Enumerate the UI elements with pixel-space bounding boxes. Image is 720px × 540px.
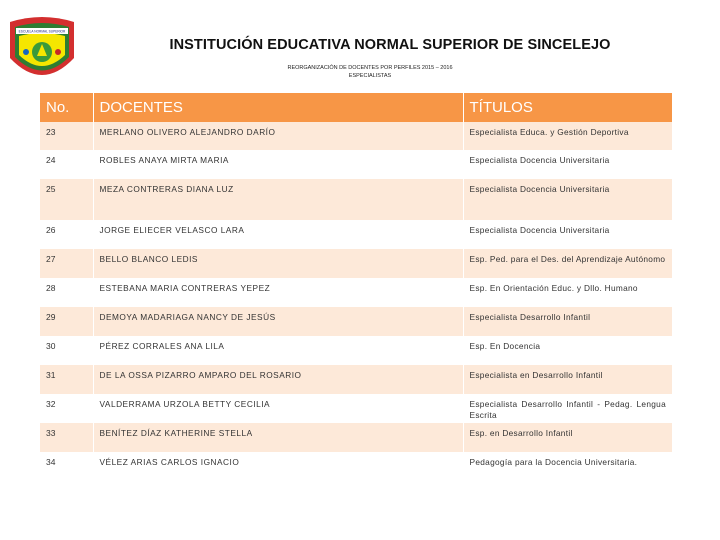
crest-star-left bbox=[23, 49, 29, 55]
column-header-teachers: DOCENTES bbox=[93, 93, 463, 122]
crest-banner-text: ESCUELA NORMAL SUPERIOR bbox=[18, 29, 66, 34]
row-title: Especialista Desarrollo Infantil bbox=[463, 307, 672, 336]
table-row bbox=[40, 423, 672, 452]
row-teacher-name: PÉREZ CORRALES ANA LILA bbox=[93, 336, 463, 365]
row-number: 28 bbox=[40, 278, 93, 307]
row-number: 29 bbox=[40, 307, 93, 336]
table-row bbox=[40, 452, 672, 481]
row-number: 32 bbox=[40, 394, 93, 423]
row-title: Especialista Docencia Universitaria bbox=[463, 179, 672, 220]
table-row bbox=[40, 122, 672, 150]
row-number: 26 bbox=[40, 220, 93, 249]
table-row bbox=[40, 365, 672, 394]
table-row bbox=[40, 150, 672, 179]
row-teacher-name: MERLANO OLIVERO ALEJANDRO DARÍO bbox=[93, 122, 463, 150]
row-title: Pedagogía para la Docencia Universitaria. bbox=[463, 452, 672, 481]
row-number: 27 bbox=[40, 249, 93, 278]
school-crest-logo bbox=[6, 14, 78, 86]
column-header-titles: TÍTULOS bbox=[463, 93, 672, 122]
row-teacher-name: ESTEBANA MARIA CONTRERAS YEPEZ bbox=[93, 278, 463, 307]
table-row bbox=[40, 336, 672, 365]
row-teacher-name: DE LA OSSA PIZARRO AMPARO DEL ROSARIO bbox=[93, 365, 463, 394]
row-title: Especialista Docencia Universitaria bbox=[463, 220, 672, 249]
row-teacher-name: VALDERRAMA URZOLA BETTY CECILIA bbox=[93, 394, 463, 423]
row-title: Esp. en Desarrollo Infantil bbox=[463, 423, 672, 452]
row-title: Especialista Desarrollo Infantil - Pedag. Lengua Escrita bbox=[463, 394, 672, 423]
column-header-number: No. bbox=[40, 93, 93, 122]
page-title: INSTITUCIÓN EDUCATIVA NORMAL SUPERIOR DE SINCELEJO bbox=[169, 37, 611, 53]
row-teacher-name: VÉLEZ ARIAS CARLOS IGNACIO bbox=[93, 452, 463, 481]
table-row bbox=[40, 307, 672, 336]
row-number: 31 bbox=[40, 365, 93, 394]
row-title: Esp. En Docencia bbox=[463, 336, 672, 365]
table-row bbox=[40, 278, 672, 307]
row-number: 25 bbox=[40, 179, 93, 220]
table-row bbox=[40, 394, 672, 423]
row-title: Esp. En Orientación Educ. y Dllo. Humano bbox=[463, 278, 672, 307]
crest-star-right bbox=[55, 49, 61, 55]
row-title: Esp. Ped. para el Des. del Aprendizaje Autónomo bbox=[463, 249, 672, 278]
table-row bbox=[40, 179, 672, 220]
row-teacher-name: JORGE ELIECER VELASCO LARA bbox=[93, 220, 463, 249]
row-number: 30 bbox=[40, 336, 93, 365]
page-subtitle-category: ESPECIALISTAS bbox=[348, 73, 392, 79]
row-teacher-name: BENÍTEZ DÍAZ KATHERINE STELLA bbox=[93, 423, 463, 452]
table-row bbox=[40, 220, 672, 249]
row-teacher-name: BELLO BLANCO LEDIS bbox=[93, 249, 463, 278]
teachers-table bbox=[40, 93, 672, 481]
row-number: 34 bbox=[40, 452, 93, 481]
row-number: 33 bbox=[40, 423, 93, 452]
row-title: Especialista Docencia Universitaria bbox=[463, 150, 672, 179]
row-number: 24 bbox=[40, 150, 93, 179]
table-row bbox=[40, 249, 672, 278]
row-teacher-name: MEZA CONTRERAS DIANA LUZ bbox=[93, 179, 463, 220]
row-teacher-name: DEMOYA MADARIAGA NANCY DE JESÚS bbox=[93, 307, 463, 336]
row-title: Especialista en Desarrollo Infantil bbox=[463, 365, 672, 394]
row-teacher-name: ROBLES ANAYA MIRTA MARIA bbox=[93, 150, 463, 179]
row-number: 23 bbox=[40, 122, 93, 150]
row-title: Especialista Educa. y Gestión Deportiva bbox=[463, 122, 672, 150]
page-subtitle: REORGANIZACIÓN DE DOCENTES POR PERFILES 2015 – 2016 bbox=[287, 65, 453, 71]
table-header-row bbox=[40, 93, 672, 122]
